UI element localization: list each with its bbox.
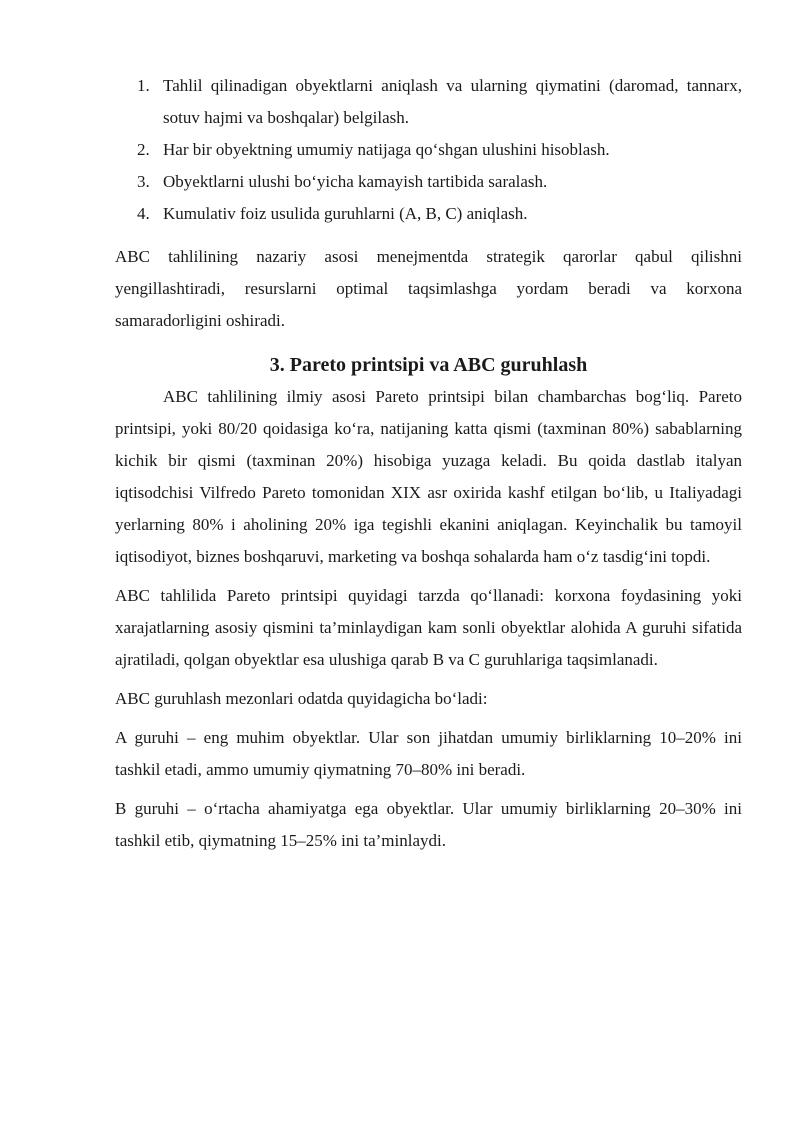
list-item-number: 2.	[137, 140, 150, 159]
steps-list	[115, 70, 742, 230]
paragraph-theory: ABC tahlilining nazariy asosi menejmentda strategik qarorlar qabul qilishni yengillashtiradi, resurslarni optimal taqsimlashga yordam beradi va korxona samaradorligini oshiradi.	[115, 247, 742, 330]
paragraph-application: ABC tahlilida Pareto printsipi quyidagi tarzda qo‘llanadi: korxona foydasining yoki xarajatlarning asosiy qismini ta’minlaydigan kam sonli obyektlar alohida A guruhi sifatida ajratiladi, qolgan obyektlar esa ulushiga qarab B va C guruhlariga taqsimlanadi.	[115, 586, 742, 669]
list-item	[115, 198, 742, 230]
list-item	[115, 70, 742, 134]
list-item-text: Kumulativ foiz usulida guruhlarni (A, B, C) aniqlash.	[163, 204, 528, 223]
list-item-number: 3.	[137, 172, 150, 191]
paragraph-group-a: A guruhi – eng muhim obyektlar. Ular son jihatdan umumiy birliklarning 10–20% ini tashkil etadi, ammo umumiy qiymatning 70–80% ini beradi.	[115, 728, 742, 779]
paragraph-group-b: B guruhi – o‘rtacha ahamiyatga ega obyektlar. Ular umumiy birliklarning 20–30% ini tashkil etib, qiymatning 15–25% ini ta’minlaydi.	[115, 799, 742, 850]
list-item-text: Har bir obyektning umumiy natijaga qo‘shgan ulushini hisoblash.	[163, 140, 610, 159]
list-item-text: Obyektlarni ulushi bo‘yicha kamayish tartibida saralash.	[163, 172, 548, 191]
list-item	[115, 134, 742, 166]
paragraph-pareto: ABC tahlilining ilmiy asosi Pareto printsipi bilan chambarchas bog‘liq. Pareto printsipi, yoki 80/20 qoidasiga ko‘ra, natijaning katta qismi (taxminan 80%) sabablarning kichik bir qismi (taxminan 20%) hisobiga yuzaga keladi. Bu qoida dastlab italyan iqtisodchisi Vilfredo Pareto tomonidan XIX asr oxirida kashf etilgan bo‘lib, u Italiyadagi yerlarning 80% i aholining 20% iga tegishli ekanini aniqlagan. Keyinchalik bu tamoyil iqtisodiyot, biznes boshqaruvi, marketing va boshqa sohalarda ham o‘z tasdig‘ini topdi.	[115, 387, 742, 566]
list-item-text: Tahlil qilinadigan obyektlarni aniqlash va ularning qiymatini (daromad, tannarx, sotuv hajmi va boshqalar) belgilash.	[163, 76, 742, 127]
list-item-number: 1.	[137, 76, 150, 95]
section-heading: 3. Pareto printsipi va ABC guruhlash	[269, 354, 588, 376]
list-item-number: 4.	[137, 204, 150, 223]
list-item	[115, 166, 742, 198]
document-page	[115, 70, 742, 857]
paragraph-criteria: ABC guruhlash mezonlari odatda quyidagicha bo‘ladi:	[115, 689, 488, 708]
